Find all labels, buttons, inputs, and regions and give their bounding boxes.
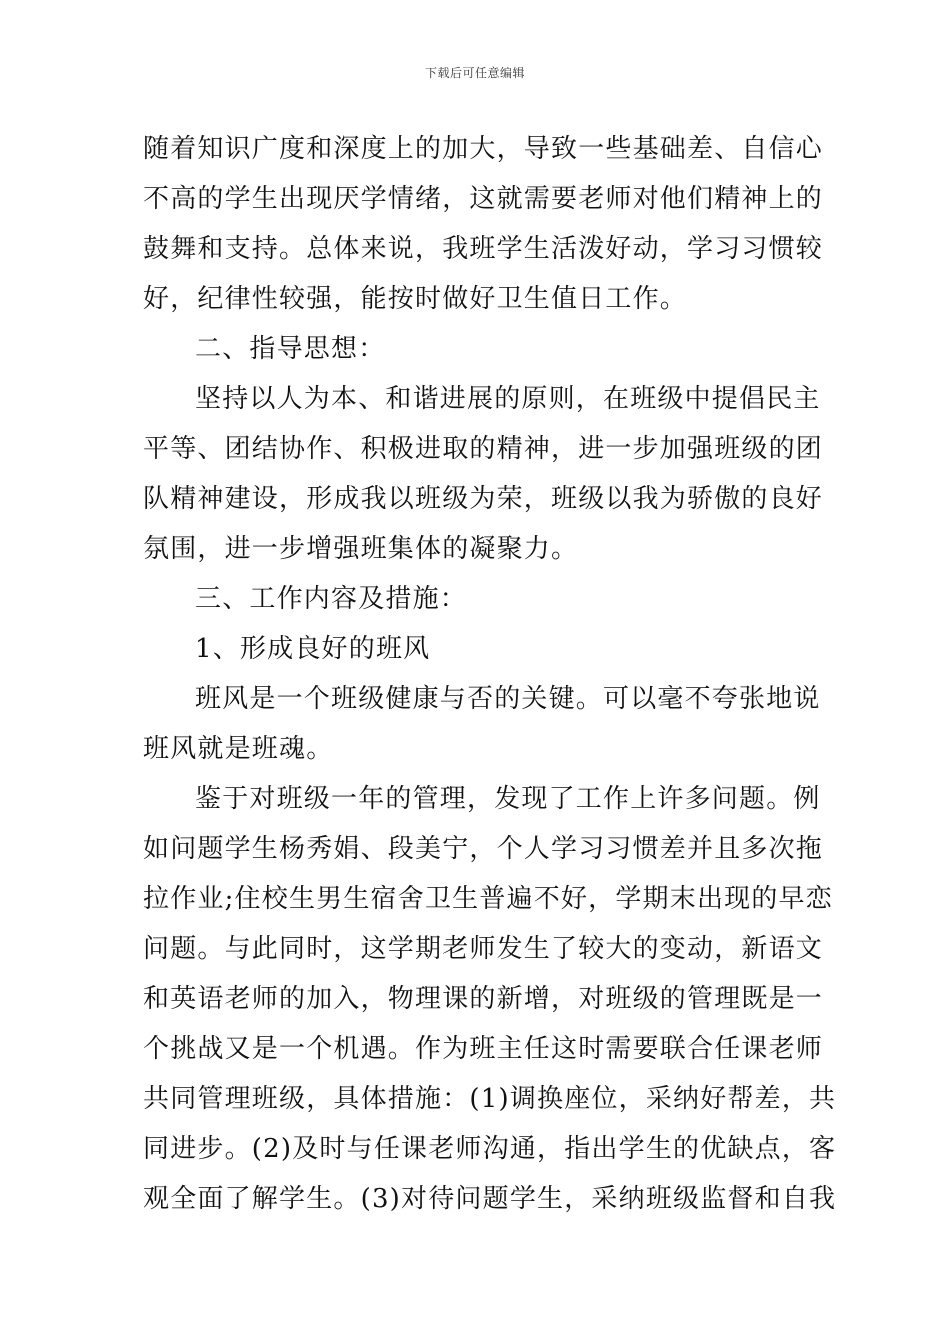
page-header: 下载后可任意编辑 <box>424 66 525 80</box>
text-line: 好，纪律性较强，能按时做好卫生值日工作。 <box>143 284 688 314</box>
section-heading: 二、指导思想： <box>195 334 386 364</box>
text-line: 班风就是班魂。 <box>143 734 334 764</box>
text-line: 坚持以人为本、和谐进展的原则，在班级中提倡民主 <box>195 384 821 414</box>
text-line: 共同管理班级，具体措施：(1)调换座位，采纳好帮差，共 <box>143 1084 837 1114</box>
text-line: 拉作业;住校生男生宿舍卫生普遍不好，学期末出现的早恋 <box>143 884 833 914</box>
text-line: 班风是一个班级健康与否的关键。可以毫不夸张地说 <box>195 684 821 714</box>
section-heading: 三、工作内容及措施： <box>195 584 468 614</box>
subsection-heading: 1、形成良好的班风 <box>195 634 431 664</box>
document-body <box>143 124 837 1224</box>
text-line: 如问题学生杨秀娟、段美宁，个人学习习惯差并且多次拖 <box>143 834 824 864</box>
text-line: 随着知识广度和深度上的加大，导致一些基础差、自信心 <box>143 134 824 164</box>
text-line: 观全面了解学生。(3)对待问题学生，采纳班级监督和自我 <box>143 1184 837 1214</box>
text-line: 和英语老师的加入，物理课的新增，对班级的管理既是一 <box>143 984 824 1014</box>
text-line: 同进步。(2)及时与任课老师沟通，指出学生的优缺点，客 <box>143 1134 837 1164</box>
text-line: 队精神建设，形成我以班级为荣，班级以我为骄傲的良好 <box>143 484 824 514</box>
text-line: 鼓舞和支持。总体来说，我班学生活泼好动，学习习惯较 <box>143 234 824 264</box>
text-line: 不高的学生出现厌学情绪，这就需要老师对他们精神上的 <box>143 184 824 214</box>
text-line: 鉴于对班级一年的管理，发现了工作上许多问题。例 <box>195 784 821 814</box>
text-line: 平等、团结协作、积极进取的精神，进一步加强班级的团 <box>143 434 824 464</box>
text-line: 个挑战又是一个机遇。作为班主任这时需要联合任课老师 <box>143 1034 824 1064</box>
text-line: 氛围，进一步增强班集体的凝聚力。 <box>143 534 579 564</box>
text-line: 问题。与此同时，这学期老师发生了较大的变动，新语文 <box>143 934 824 964</box>
